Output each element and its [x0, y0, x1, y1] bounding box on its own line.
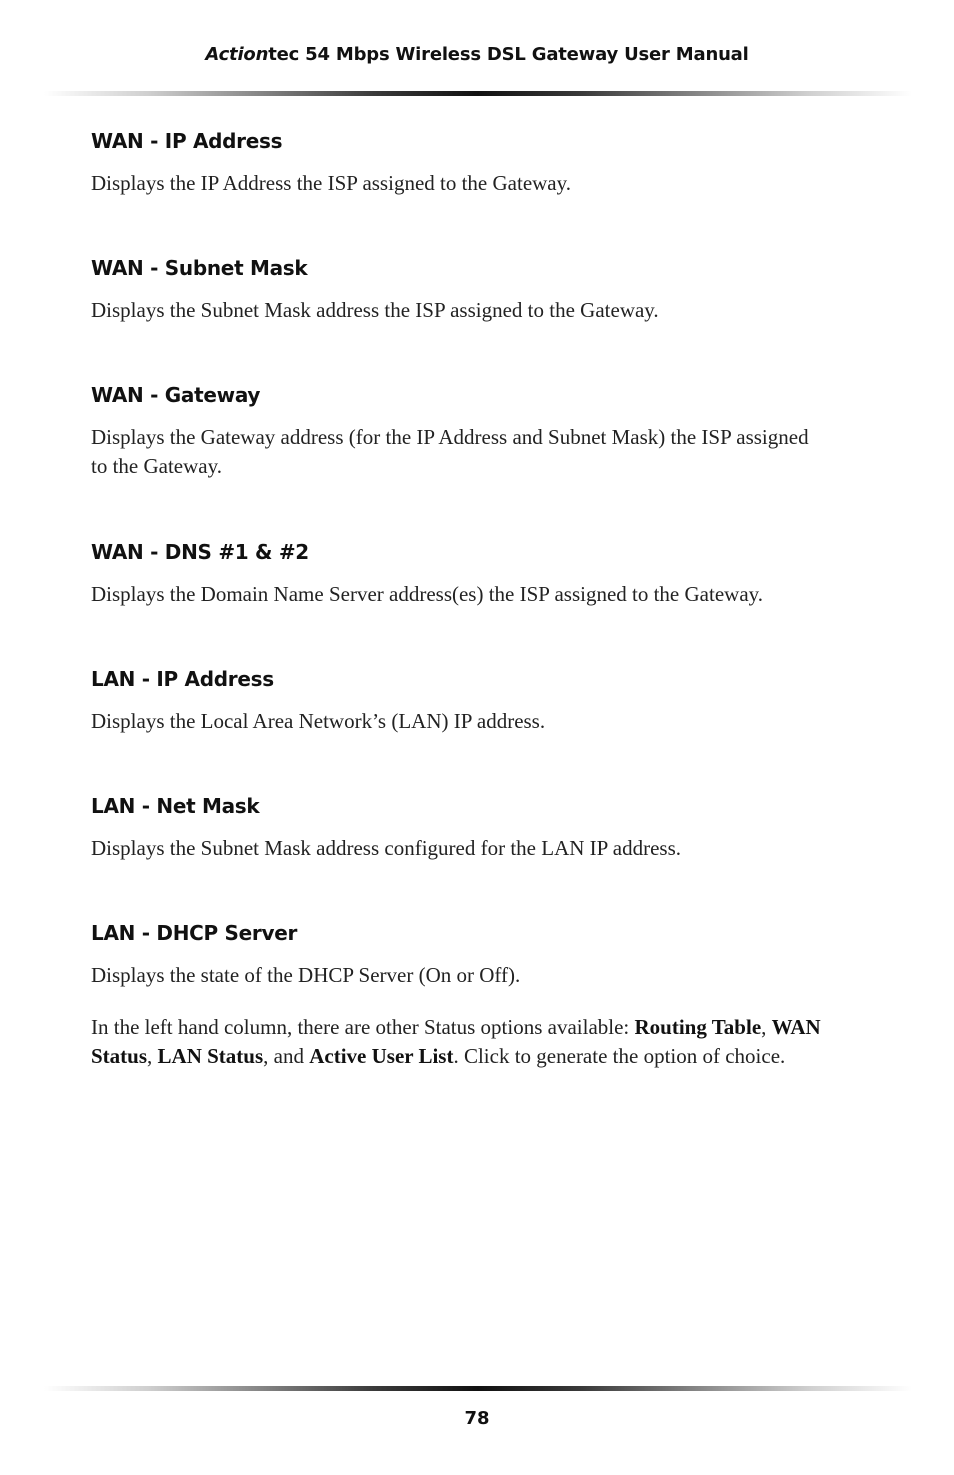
page-number: 78 [464, 1408, 490, 1429]
section-heading: LAN - Net Mask [91, 794, 260, 818]
section-text: Displays the Subnet Mask address configured for the LAN IP address. [91, 836, 682, 860]
section-text: Displays the Domain Name Server address(es) the ISP assigned to the Gateway. [91, 582, 764, 606]
separator: , and [263, 1044, 310, 1068]
section-wan-subnet-mask [91, 256, 861, 325]
section-lan-net-mask [91, 794, 861, 863]
routing-table-option: Routing Table [634, 1015, 762, 1039]
section-wan-gateway [91, 383, 861, 481]
section-text: Displays the Gateway address (for the IP Address and Subnet Mask) the ISP assigned to the Gateway. [91, 425, 809, 478]
active-user-list-option: Active User List [309, 1044, 454, 1068]
section-heading: LAN - DHCP Server [91, 921, 298, 945]
section-lan-dhcp-server [91, 921, 861, 990]
wan-status-option: WAN Status [91, 1015, 821, 1068]
section-lan-ip-address [91, 667, 861, 736]
section-heading: WAN - IP Address [91, 129, 283, 153]
section-text: Displays the Local Area Network’s (LAN) IP address. [91, 709, 546, 733]
section-text: Displays the Subnet Mask address the ISP assigned to the Gateway. [91, 298, 659, 322]
section-heading: WAN - Gateway [91, 383, 261, 407]
section-heading: WAN - Subnet Mask [91, 256, 308, 280]
header-brand-italic: Action [205, 44, 269, 65]
lan-status-option: LAN Status [157, 1044, 264, 1068]
separator: , [761, 1015, 772, 1039]
footer-rule [44, 1386, 912, 1391]
header-rule [44, 91, 912, 96]
closing-paragraph [91, 1013, 856, 1071]
section-wan-dns [91, 540, 861, 609]
separator: , [147, 1044, 158, 1068]
section-heading: LAN - IP Address [91, 667, 274, 691]
running-header [0, 44, 954, 65]
closing-outro: . Click to generate the option of choice. [453, 1044, 786, 1068]
section-text: Displays the state of the DHCP Server (On or Off). [91, 963, 521, 987]
section-text: Displays the IP Address the ISP assigned to the Gateway. [91, 171, 572, 195]
section-wan-ip-address [91, 129, 861, 198]
closing-intro: In the left hand column, there are other Status options available: [91, 1015, 635, 1039]
header-title: tec 54 Mbps Wireless DSL Gateway User Manual [268, 44, 749, 65]
section-heading: WAN - DNS #1 & #2 [91, 540, 309, 564]
